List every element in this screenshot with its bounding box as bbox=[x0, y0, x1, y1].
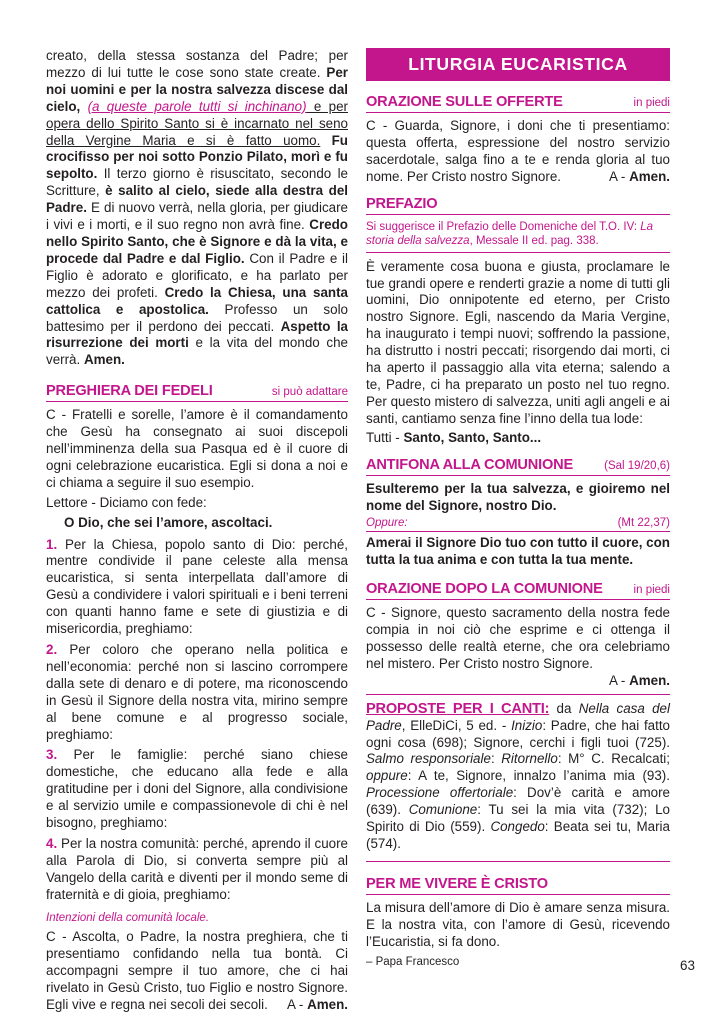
intention-number: 2. bbox=[46, 642, 58, 657]
intention-number: 3. bbox=[46, 747, 58, 763]
dopo-note: in piedi bbox=[633, 584, 670, 597]
closing-response bbox=[287, 997, 348, 1014]
canti-segment: : bbox=[490, 751, 502, 767]
credo-amen: Amen. bbox=[83, 352, 125, 368]
suggestion-ref: , Messale II ed. pag. 338. bbox=[469, 235, 599, 248]
right-column bbox=[366, 48, 670, 968]
canti-rubric: oppure bbox=[366, 768, 408, 784]
response-amen: Amen. bbox=[629, 168, 670, 184]
closing-text: C - Ascolta, o Padre, la nostra preghiera, che ti presentiamo confidando nella tua bontà. Ci accompagni sempre il tuo amore, che ci hai rivelato in Gesù Cristo, tuo Figlio e nostro Signore. Egli vive e regna nei secoli dei secoli. bbox=[46, 929, 348, 1012]
fedeli-title: PREGHIERA DEI FEDELI bbox=[46, 383, 213, 400]
tutti-label: Tutti - bbox=[366, 429, 404, 445]
page-number: 63 bbox=[680, 958, 695, 973]
response-label: A - bbox=[608, 168, 630, 184]
canti-rubric: Salmo responsoriale bbox=[366, 751, 491, 767]
vivere-title: PER ME VIVERE È CRISTO bbox=[366, 875, 548, 892]
fedeli-lettore: Lettore - Diciamo con fede: bbox=[46, 494, 207, 510]
prefazio-suggestion bbox=[366, 220, 670, 249]
canti-rubric: Processione offertoriale bbox=[366, 785, 514, 801]
offerte-note: in piedi bbox=[633, 97, 670, 109]
antifona-text-1: Esulteremo per la tua salvezza, e gioiremo nel nome del Signore, nostro Dio. bbox=[366, 480, 670, 513]
intention-2 bbox=[46, 642, 348, 743]
prefazio-text: È veramente cosa buona e giusta, proclamare le tue grandi opere e renderti grazie a nome di tutti gli uomini, Dio onnipotente ed eterno, per Cristo nostro Signore. Egli, nascendo da Maria Vergine, ha inaugurato i tempi nuovi; soffrendo la passione, ha distrutto i nostri peccati; risorgendo dai morti, ci ha aperto il passaggio alla vita eterna; salendo a te, Padre, ci ha preparato un posto nel tuo regno. Per questo mistero di salvezza, uniti agli angeli e ai santi, cantiamo senza fine l’inno della tua lode: bbox=[366, 258, 670, 426]
credo-incarnation: e per opera dello Spirito Santo si è incarnato nel seno della Vergine Maria e si è fatto uomo. bbox=[46, 98, 348, 148]
fedeli-note: si può adattare bbox=[271, 386, 348, 399]
offerte-text bbox=[366, 118, 670, 186]
canti-segment: : Beata sei tu, Maria (574). bbox=[366, 819, 670, 851]
canti-rubric: Inizio bbox=[511, 717, 543, 733]
fedeli-response: O Dio, che sei l’amore, ascoltaci. bbox=[64, 514, 273, 530]
intention-text: Per la nostra comunità: perché, aprendo il cuore alla Parola di Dio, si converta sempre più al Vangelo della carità e diventi per il mondo seme di fraternità e di gioia, preghiamo: bbox=[46, 835, 348, 902]
intention-text: Per coloro che operano nella politica e nell’economia: perché non si lascino corrompere dalla sete di denaro e di potere, ma riconoscendo in Gesù il Signore della nostra vita, mirino sempre al bene comune e al progresso sociale, preghiamo: bbox=[46, 642, 348, 742]
dopo-divider bbox=[366, 694, 670, 695]
antifona-text-2: Amerai il Signore Dio tuo con tutto il cuore, con tutta la tua anima e con tutta la tua mente. bbox=[366, 535, 670, 568]
vivere-text: La misura dell’amore di Dio è amare senza misura. E la nostra vita, con l’amore di Gesù, ricevendo l’Eucaristia, si fa dono. bbox=[366, 899, 670, 949]
oppure-label: Oppure: bbox=[366, 517, 408, 530]
credo-segment: Per noi uomini e per la nostra salvezza discese dal cielo, bbox=[46, 64, 348, 114]
liturgia-banner: LITURGIA EUCARISTICA bbox=[366, 48, 670, 81]
intention-text: Per le famiglie: perché siano chiese domestiche, che educano alla fede e alla gratitudine per i doni del Signore, alla condivisione e al servizio umile e compassionevole di chi è nel bisogno, preghiamo: bbox=[46, 747, 348, 831]
prefazio-tutti bbox=[366, 430, 670, 447]
intention-number: 4. bbox=[46, 835, 58, 851]
dopo-response bbox=[366, 673, 670, 690]
response-amen: Amen. bbox=[307, 996, 348, 1012]
response-label: A - bbox=[608, 672, 630, 688]
oppure-ref: (Mt 22,37) bbox=[617, 517, 670, 530]
antifona-header bbox=[366, 457, 670, 476]
canti-label: PROPOSTE PER I CANTI: bbox=[366, 700, 550, 717]
left-column bbox=[46, 48, 348, 1014]
credo-segment: creato, della stessa sostanza del Padre; per mezzo di lui tutte le cose sono state create. bbox=[46, 48, 348, 80]
antifona-title: ANTIFONA ALLA COMUNIONE bbox=[366, 456, 573, 473]
vivere-author: – Papa Francesco bbox=[366, 955, 460, 968]
suggestion-title: La storia della salvezza bbox=[366, 220, 654, 248]
canti-segment: da bbox=[549, 700, 579, 716]
credo-rubric: (a queste parole tutti si inchinano) bbox=[87, 98, 307, 114]
oppure-row bbox=[366, 517, 670, 532]
credo-segment: Con il Padre e il Figlio è adorato e glorificato, e ha parlato per mezzo dei profeti. bbox=[46, 250, 348, 300]
intention-text: Per la Chiesa, popolo santo di Dio: perché, mentre condivide il pane celeste alla mensa eucaristica, si senta interpellata dall’amore di Gesù a condividere i valori spirituali e i beni terreni con quanti hanno fame e sete di giustizia e di misericordia, preghiamo: bbox=[46, 536, 348, 637]
offerte-body: C - Guarda, Signore, i doni che ti presentiamo: questa offerta, espressione del nostro servizio sacerdotale, salga fino a te e renda gloria al tuo nome. Per Cristo nostro Signore. bbox=[366, 118, 670, 184]
response-amen: Amen. bbox=[629, 672, 670, 688]
prefazio-header bbox=[366, 196, 670, 215]
canti-segment: : A te, Signore, innalzo l’anima mia (93). bbox=[407, 768, 670, 784]
canti-segment: : M° C. Recalcati; bbox=[557, 751, 670, 767]
intention-number: 1. bbox=[46, 536, 58, 552]
canti-segment: : Tu sei la mia vita (732); Lo Spirito di Dio (559). bbox=[366, 802, 671, 835]
canti-rubric: Comunione bbox=[408, 802, 478, 818]
credo-segment: Aspetto la risurrezione dei morti bbox=[46, 318, 349, 351]
canti-rubric: Ritornello bbox=[501, 751, 558, 767]
fedeli-intro: C - Fratelli e sorelle, l’amore è il comandamento che Gesù ha consegnato ai suoi discepoli nell’imminenza della sua Pasqua ed è il cuore di ogni celebrazione eucaristica. Egli si dona a noi e ci chiama a seguire il suo esempio. bbox=[46, 407, 348, 490]
dopo-title: ORAZIONE DOPO LA COMUNIONE bbox=[366, 581, 603, 598]
canti-segment: : Padre, che hai fatto ogni cosa (698); Signore, cerchi i figli tuoi (725). bbox=[366, 717, 671, 750]
tutti-sanctus: Santo, Santo, Santo... bbox=[403, 429, 542, 445]
credo-segment: Credo la Chiesa, una santa cattolica e apostolica. bbox=[46, 284, 348, 317]
credo-segment: e la vita del mondo che verrà. bbox=[46, 335, 348, 368]
response-label: A - bbox=[286, 996, 308, 1012]
intention-3 bbox=[46, 747, 348, 832]
prefazio-divider bbox=[366, 252, 670, 253]
credo-segment: Professo un solo battesimo per il perdono dei peccati. bbox=[46, 301, 349, 334]
intention-4 bbox=[46, 836, 348, 904]
canti-segment: : Dov’è carità e amore (639). bbox=[366, 785, 670, 818]
credo-segment: Fu crocifisso per noi sotto Ponzio Pilato, morì e fu sepolto. bbox=[46, 132, 348, 182]
canti-divider bbox=[366, 861, 670, 862]
credo-segment: è salito al cielo, siede alla destra del Padre. bbox=[46, 183, 349, 216]
fedeli-header bbox=[46, 383, 348, 402]
suggestion-text: Si suggerisce il Prefazio delle Domeniche del T.O. IV: bbox=[366, 220, 641, 233]
prefazio-title: PREFAZIO bbox=[366, 195, 438, 212]
offerte-header bbox=[366, 94, 670, 113]
offerte-title: ORAZIONE SULLE OFFERTE bbox=[366, 94, 563, 110]
antifona-ref: (Sal 19/20,6) bbox=[604, 459, 670, 472]
canti-rubric: Nella casa del Padre bbox=[366, 700, 670, 733]
canti-text bbox=[366, 701, 670, 853]
dopo-text: C - Signore, questo sacramento della nostra fede compia in noi ciò che esprime e ci ottenga il possesso delle realtà eterne, che ora celebriamo nel mistero. Per Cristo nostro Signore. bbox=[366, 605, 670, 671]
dopo-header bbox=[366, 581, 670, 600]
credo-segment: Credo nello Spirito Santo, che è Signore e dà la vita, e procede dal Padre e dal Figlio. bbox=[46, 217, 348, 266]
credo-segment: Il terzo giorno è risuscitato, secondo le Scritture, bbox=[46, 166, 348, 199]
offerte-response bbox=[609, 169, 670, 186]
canti-segment: , ElleDiCi, 5 ed. - bbox=[401, 717, 512, 733]
local-intentions-note: Intenzioni della comunità locale. bbox=[46, 911, 210, 924]
credo-text bbox=[46, 48, 348, 369]
intention-1 bbox=[46, 537, 348, 638]
canti-rubric: Congedo bbox=[490, 819, 545, 835]
fedeli-closing bbox=[46, 929, 348, 1014]
credo-segment: E di nuovo verrà, nella gloria, per giudicare i vivi e i morti, e il suo regno non avrà fine. bbox=[46, 200, 348, 233]
vivere-header bbox=[366, 876, 670, 895]
